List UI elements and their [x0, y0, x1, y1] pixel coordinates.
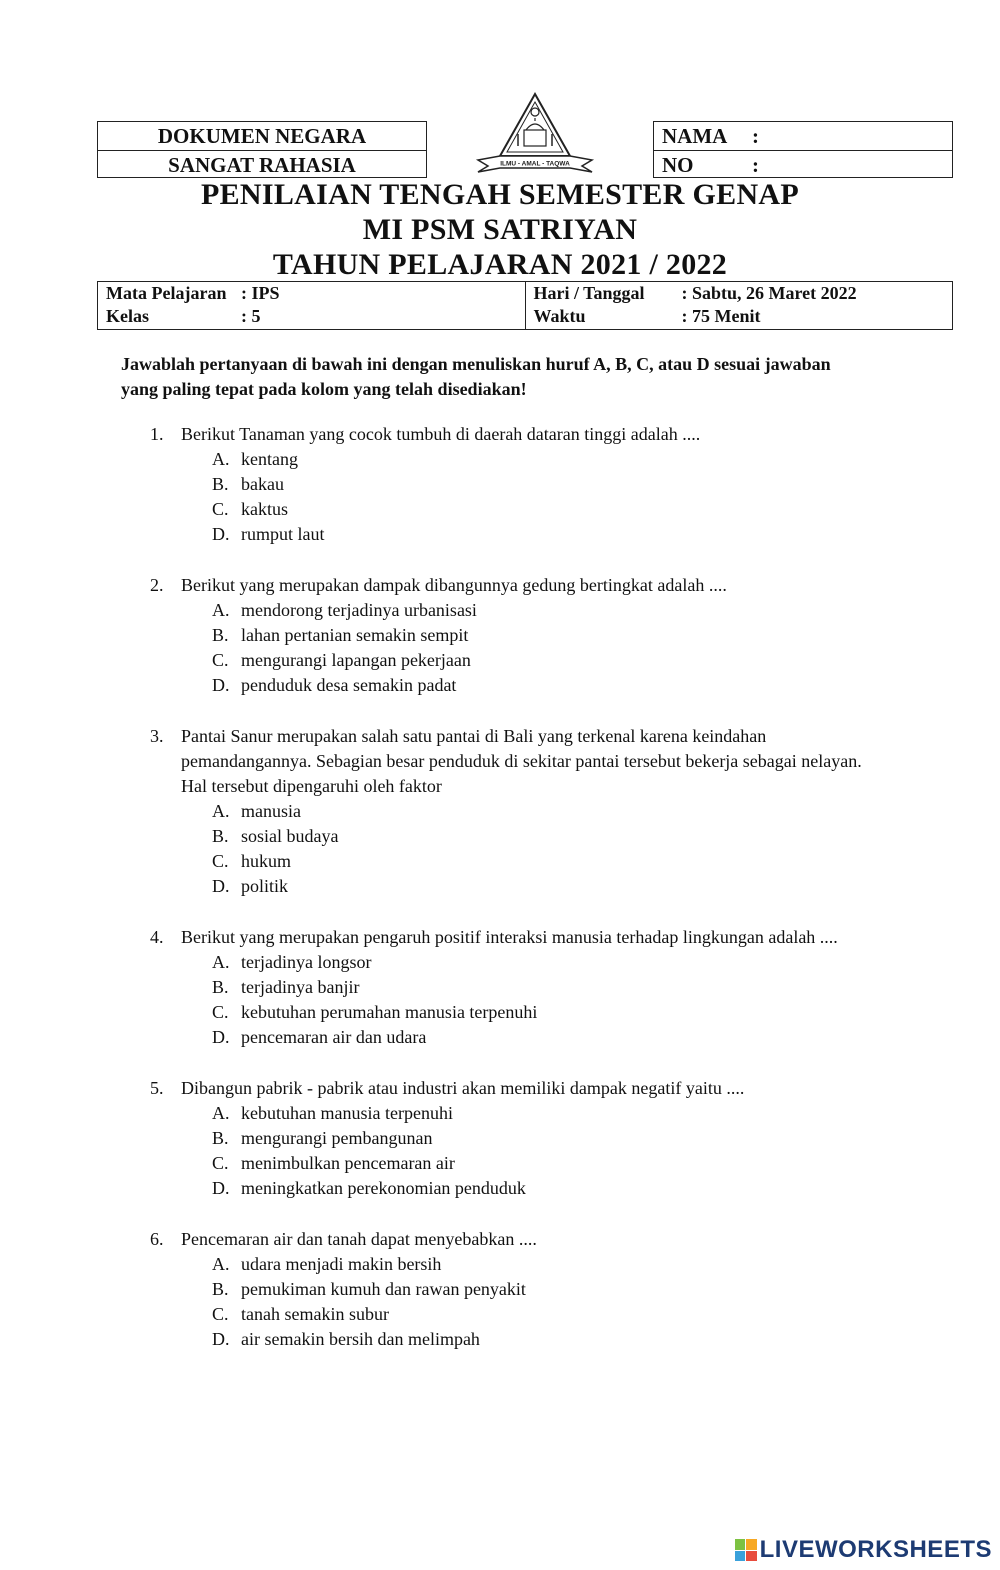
- option-letter: A.: [212, 801, 230, 821]
- info-left-column: [98, 282, 525, 329]
- answer-options: [212, 1252, 870, 1352]
- name-label: NAMA: [662, 123, 728, 148]
- answer-option: [212, 950, 870, 975]
- option-letter: B.: [212, 977, 229, 997]
- subject-cell: [98, 282, 525, 305]
- option-letter: D.: [212, 1178, 230, 1198]
- date-cell: [526, 282, 953, 305]
- question-text: Berikut yang merupakan dampak dibangunnya gedung bertingkat adalah ....: [181, 575, 727, 595]
- brand-logo-icon: [735, 1539, 757, 1561]
- option-letter: B.: [212, 1128, 229, 1148]
- option-text: bakau: [241, 474, 284, 494]
- time-cell: [526, 305, 953, 328]
- school-name: MI PSM SATRIYAN: [362, 213, 638, 246]
- option-text: terjadinya banjir: [241, 977, 360, 997]
- option-letter: D.: [212, 876, 230, 896]
- answer-options: [212, 598, 870, 698]
- option-letter: C.: [212, 650, 229, 670]
- question-stem: [150, 925, 870, 950]
- question-item: [150, 925, 870, 1050]
- question-number: 5.: [150, 1078, 164, 1098]
- question-item: [150, 573, 870, 698]
- option-text: air semakin bersih dan melimpah: [241, 1329, 480, 1349]
- time-label: Waktu: [533, 306, 586, 326]
- option-text: rumput laut: [241, 524, 325, 544]
- time-value: : 75 Menit: [681, 306, 761, 326]
- question-item: [150, 422, 870, 547]
- answer-options: [212, 447, 870, 547]
- option-letter: C.: [212, 1153, 229, 1173]
- question-stem: [150, 573, 870, 598]
- question-item: [150, 1227, 870, 1352]
- question-number: 3.: [150, 726, 164, 746]
- classification-line-1: DOKUMEN NEGARA: [157, 123, 367, 148]
- answer-options: [212, 1101, 870, 1201]
- option-text: penduduk desa semakin padat: [241, 675, 457, 695]
- question-list: [150, 422, 870, 1378]
- answer-option: [212, 975, 870, 1000]
- option-text: manusia: [241, 801, 301, 821]
- answer-option: [212, 799, 870, 824]
- question-stem: [150, 1076, 870, 1101]
- answer-option: [212, 1101, 870, 1126]
- question-stem: [150, 422, 870, 447]
- answer-option: [212, 623, 870, 648]
- option-letter: D.: [212, 1027, 230, 1047]
- option-letter: D.: [212, 675, 230, 695]
- name-colon: :: [752, 123, 759, 148]
- option-letter: A.: [212, 1254, 230, 1274]
- question-item: [150, 724, 870, 899]
- class-label: Kelas: [106, 306, 149, 326]
- school-logo: [470, 90, 600, 176]
- answer-option: [212, 1302, 870, 1327]
- question-text: Dibangun pabrik - pabrik atau industri akan memiliki dampak negatif yaitu ....: [181, 1078, 745, 1098]
- option-text: menimbulkan pencemaran air: [241, 1153, 455, 1173]
- option-letter: B.: [212, 474, 229, 494]
- option-text: meningkatkan perekonomian penduduk: [241, 1178, 526, 1198]
- option-text: kebutuhan perumahan manusia terpenuhi: [241, 1002, 538, 1022]
- answer-option: [212, 849, 870, 874]
- option-letter: C.: [212, 499, 229, 519]
- option-text: mengurangi lapangan pekerjaan: [241, 650, 471, 670]
- option-text: pemukiman kumuh dan rawan penyakit: [241, 1279, 526, 1299]
- question-text: Pantai Sanur merupakan salah satu pantai di Bali yang terkenal karena keindahan pemandangannya. Sebagian besar penduduk di sekitar pantai tersebut bekerja sebagai nelayan. Hal tersebut dipengaruhi oleh faktor: [181, 726, 862, 796]
- number-row: [654, 150, 952, 179]
- option-text: mendorong terjadinya urbanisasi: [241, 600, 477, 620]
- option-text: hukum: [241, 851, 292, 871]
- answer-option: [212, 1000, 870, 1025]
- number-label: NO: [662, 152, 694, 177]
- exam-info-table: [97, 281, 953, 330]
- answer-option: [212, 447, 870, 472]
- class-value: : 5: [241, 306, 261, 326]
- option-text: kebutuhan manusia terpenuhi: [241, 1103, 453, 1123]
- classification-box: [97, 121, 427, 178]
- student-id-box: [653, 121, 953, 178]
- answer-option: [212, 1025, 870, 1050]
- subject-label: Mata Pelajaran: [106, 283, 227, 303]
- date-label: Hari / Tanggal: [533, 283, 645, 303]
- answer-option: [212, 522, 870, 547]
- answer-option: [212, 824, 870, 849]
- instruction-text: Jawablah pertanyaan di bawah ini dengan menuliskan huruf A, B, C, atau D sesuai jawaban yang paling tepat pada kolom yang telah disediakan!: [121, 354, 831, 399]
- question-stem: [150, 1227, 870, 1252]
- option-letter: D.: [212, 524, 230, 544]
- option-letter: A.: [212, 952, 230, 972]
- answer-option: [212, 648, 870, 673]
- option-letter: C.: [212, 1304, 229, 1324]
- answer-option: [212, 874, 870, 899]
- answer-option: [212, 497, 870, 522]
- answer-options: [212, 950, 870, 1050]
- option-text: pencemaran air dan udara: [241, 1027, 427, 1047]
- class-cell: [98, 305, 525, 328]
- question-number: 1.: [150, 424, 164, 444]
- answer-option: [212, 1277, 870, 1302]
- option-letter: C.: [212, 1002, 229, 1022]
- date-value: : Sabtu, 26 Maret 2022: [681, 283, 857, 303]
- brand-text: LIVEWORKSHEETS: [759, 1536, 992, 1563]
- option-letter: A.: [212, 449, 230, 469]
- answer-option: [212, 1327, 870, 1352]
- answer-option: [212, 1126, 870, 1151]
- number-colon: :: [752, 152, 759, 177]
- option-text: sosial budaya: [241, 826, 339, 846]
- option-letter: B.: [212, 625, 229, 645]
- option-letter: C.: [212, 851, 229, 871]
- answer-option: [212, 598, 870, 623]
- option-text: lahan pertanian semakin sempit: [241, 625, 469, 645]
- academic-year: TAHUN PELAJARAN 2021 / 2022: [272, 248, 728, 281]
- option-text: kentang: [241, 449, 298, 469]
- classification-line-2: SANGAT RAHASIA: [98, 150, 426, 179]
- question-number: 6.: [150, 1229, 164, 1249]
- liveworksheets-brand: [735, 1536, 992, 1564]
- option-letter: A.: [212, 1103, 230, 1123]
- answer-option: [212, 1176, 870, 1201]
- answer-option: [212, 1252, 870, 1277]
- option-letter: B.: [212, 1279, 229, 1299]
- answer-option: [212, 673, 870, 698]
- option-text: udara menjadi makin bersih: [241, 1254, 442, 1274]
- answer-option: [212, 1151, 870, 1176]
- question-item: [150, 1076, 870, 1201]
- question-number: 2.: [150, 575, 164, 595]
- logo-ribbon-text: ILMU - AMAL - TAQWA: [500, 160, 570, 168]
- question-text: Berikut Tanaman yang cocok tumbuh di daerah dataran tinggi adalah ....: [181, 424, 701, 444]
- question-text: Berikut yang merupakan pengaruh positif interaksi manusia terhadap lingkungan adalah ....: [181, 927, 838, 947]
- exam-title: PENILAIAN TENGAH SEMESTER GENAP: [200, 178, 800, 211]
- question-stem: [150, 724, 870, 799]
- option-text: politik: [241, 876, 289, 896]
- option-letter: B.: [212, 826, 229, 846]
- question-text: Pencemaran air dan tanah dapat menyebabkan ....: [181, 1229, 537, 1249]
- answer-option: [212, 472, 870, 497]
- option-letter: D.: [212, 1329, 230, 1349]
- option-text: terjadinya longsor: [241, 952, 372, 972]
- option-text: tanah semakin subur: [241, 1304, 389, 1324]
- option-text: kaktus: [241, 499, 288, 519]
- option-letter: A.: [212, 600, 230, 620]
- name-row: [654, 122, 952, 150]
- answer-options: [212, 799, 870, 899]
- subject-value: : IPS: [241, 283, 280, 303]
- option-text: mengurangi pembangunan: [241, 1128, 433, 1148]
- info-right-column: [525, 282, 953, 329]
- question-number: 4.: [150, 927, 164, 947]
